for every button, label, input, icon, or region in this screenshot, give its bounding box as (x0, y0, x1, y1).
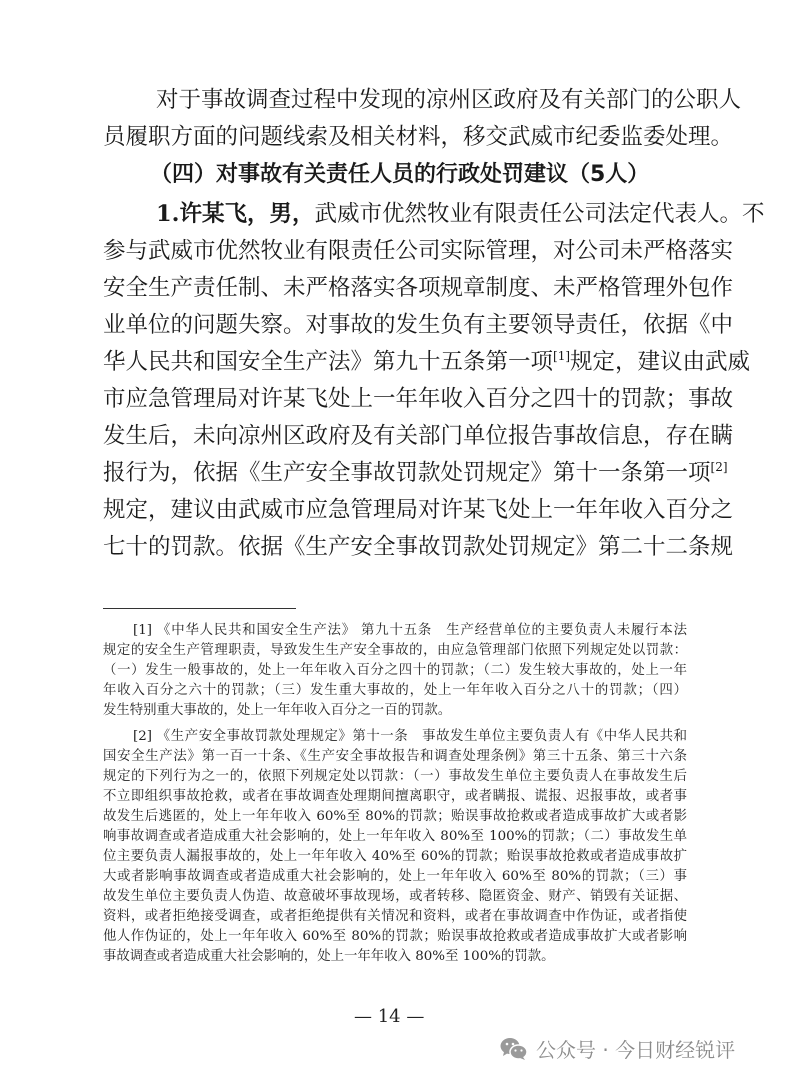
footnote-line: 故发生后逃匿的，处上一年年收入 60%至 80%的罚款；贻误事故抢救或者造成事故扩大或者影 (103, 809, 687, 824)
footnote-ref-2[interactable]: [2] (710, 460, 728, 474)
line-text: 华人民共和国安全生产法》第九十五条第一项 (103, 349, 554, 375)
watermark-text: 公众号 · 今日财经锐评 (536, 1038, 736, 1062)
body-paragraph-line: 市应急管理局对许某飞处上一年年收入百分之四十的罚款；事故 (103, 386, 734, 412)
body-paragraph-line: 规定，建议由武威市应急管理局对许某飞处上一年年收入百分之 (103, 497, 734, 523)
line-text: 规定，建议由武威 (570, 349, 751, 375)
body-paragraph-line: 参与武威市优然牧业有限责任公司实际管理，对公司未严格落实 (103, 238, 734, 264)
footnote-line: 响事故调查或者造成重大社会影响的，处上一年年收入 80%至 100%的罚款；（二）事故发生单 (103, 829, 687, 844)
section-heading: （四）对事故有关责任人员的行政处罚建议（5人） (150, 162, 650, 187)
footnote-line: 发生特别重大事故的，处上一年年收入百分之一百的罚款。 (103, 703, 452, 718)
footnote-line: 规定的安全生产管理职责，导致发生生产安全事故的，由应急管理部门依照下列规定处以罚款： (103, 643, 687, 658)
footnote-line: [2] 《生产安全事故罚款处理规定》第十一条 事故发生单位主要负责人有《中华人民共和 (133, 729, 687, 744)
line-text: 报行为，依据《生产安全事故罚款处罚规定》第十一条第一项 (103, 460, 711, 486)
footnote-ref-1[interactable]: [1] (553, 349, 571, 363)
body-paragraph-line: 安全生产责任制、未严格落实各项规章制度、未严格管理外包作 (103, 275, 734, 301)
wechat-icon (500, 1037, 528, 1061)
person-name: 1.许某飞，男， (156, 201, 315, 227)
footnote-line: 规定的下列行为之一的，依照下列规定处以罚款：（一）事故发生单位主要负责人在事故发生后 (103, 769, 687, 784)
footnote-line: 位主要负责人漏报事故的，处上一年年收入 40%至 60%的罚款；贻误事故抢救或者造成事故扩 (103, 849, 687, 864)
footnote-line: （一）发生一般事故的，处上一年年收入百分之四十的罚款；（二）发生较大事故的，处上一年 (103, 663, 687, 678)
footnote-line: 故发生单位主要负责人伪造、故意破坏事故现场，或者转移、隐匿资金、财产、销毁有关证据、 (103, 889, 687, 904)
footnote-line: [1] 《中华人民共和国安全生产法》 第九十五条 生产经营单位的主要负责人未履行本法 (133, 623, 687, 638)
item-1-first-line (156, 196, 765, 233)
body-paragraph-line (103, 344, 751, 381)
body-paragraph-line (103, 455, 728, 492)
body-paragraph-line: 员履职方面的问题线索及相关材料，移交武威市纪委监委处理。 (103, 124, 734, 150)
footnote-line: 他人作伪证的，处上一年年收入 60%至 80%的罚款；贻误事故抢救或者造成事故扩大或者影响 (103, 929, 687, 944)
body-paragraph-line: 业单位的问题失察。对事故的发生负有主要领导责任，依据《中 (103, 312, 734, 338)
page-number: — 14 — (354, 1006, 425, 1027)
body-paragraph-line: 发生后，未向凉州区政府及有关部门单位报告事故信息，存在瞒 (103, 423, 734, 449)
watermark (500, 1034, 735, 1063)
footnote-separator (103, 608, 296, 609)
body-paragraph-line: 对于事故调查过程中发现的凉州区政府及有关部门的公职人 (156, 87, 742, 113)
footnote-line: 资料，或者拒绝接受调查，或者拒绝提供有关情况和资料，或者在事故调查中作伪证，或者指使 (103, 909, 687, 924)
item-1-text: 武威市优然牧业有限责任公司法定代表人。不 (314, 201, 765, 227)
footnote-line: 国安全生产法》第一百一十条、《生产安全事故报告和调查处理条例》第三十五条、第三十六条 (103, 749, 687, 764)
body-paragraph-line: 七十的罚款。依据《生产安全事故罚款处罚规定》第二十二条规 (103, 534, 734, 560)
footnote-line: 年收入百分之六十的罚款；（三）发生重大事故的，处上一年年收入百分之八十的罚款；（四） (103, 683, 687, 698)
footnote-line: 大或者影响事故调查或者造成重大社会影响的，处上一年年收入 60%至 80%的罚款；（三）事 (103, 869, 687, 884)
footnote-line: 不立即组织事故抢救，或者在事故调查处理期间擅离职守，或者瞒报、谎报、迟报事故，或者事 (103, 789, 687, 804)
footnote-line: 事故调查或者造成重大社会影响的，处上一年年收入 80%至 100%的罚款。 (103, 949, 555, 964)
